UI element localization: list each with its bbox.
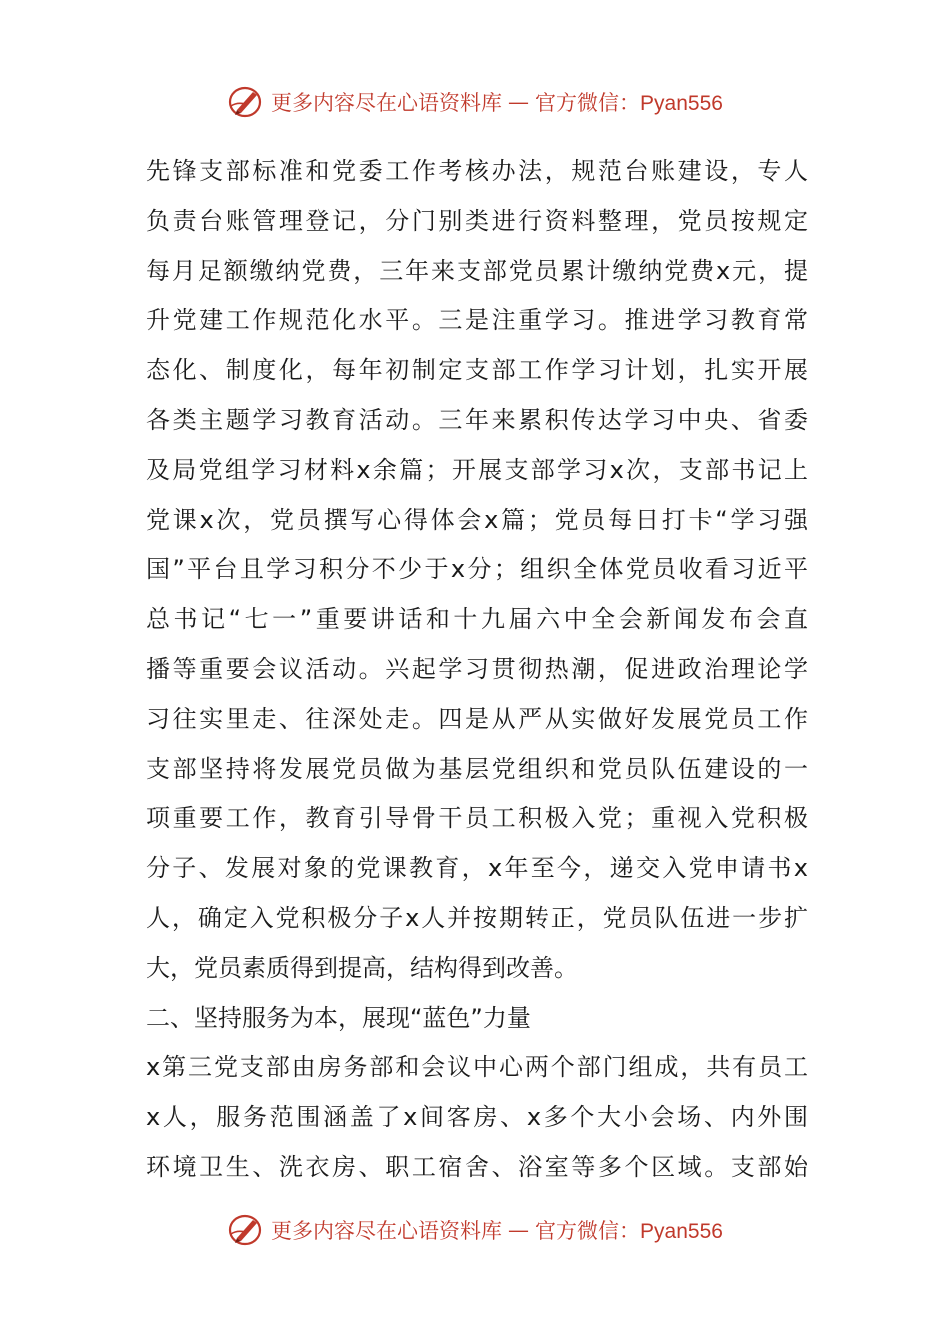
watermark-wechat-text: 官方微信：Pyan556 xyxy=(535,92,723,115)
watermark-dash: — xyxy=(508,1218,530,1242)
body-line: 播等重要会议活动。兴起学习贯彻热潮，促进政治理论学 xyxy=(146,654,808,683)
watermark-banner-top xyxy=(0,82,950,122)
body-line: x人，服务范围涵盖了x间客房、x多个大小会场、内外围 xyxy=(146,1103,808,1132)
body-line: 分子、发展对象的党课教育，x年至今，递交入党申请书x xyxy=(146,854,808,883)
watermark-dash: — xyxy=(508,90,530,114)
document-body xyxy=(146,147,808,1193)
body-line: 习往实里走、往深处走。四是从严从实做好发展党员工作 xyxy=(146,704,808,733)
body-line: 支部坚持将发展党员做为基层党组织和党员队伍建设的一 xyxy=(146,754,808,783)
body-line: 每月足额缴纳党费，三年来支部党员累计缴纳党费x元，提 xyxy=(146,256,808,285)
watermark-site-text: 更多内容尽在心语资料库 xyxy=(271,1219,503,1243)
pen-circle-logo-icon xyxy=(227,1212,265,1248)
body-line: 升党建工作规范化水平。三是注重学习。推进学习教育常 xyxy=(146,306,808,335)
body-line: 大，党员素质得到提高，结构得到改善。 xyxy=(146,953,578,982)
body-line: 环境卫生、洗衣房、职工宿舍、浴室等多个区域。支部始 xyxy=(146,1152,808,1181)
body-line: 党课x次，党员撰写心得体会x篇；党员每日打卡“学习强 xyxy=(146,505,808,534)
body-line: 总书记“七一”重要讲话和十九届六中全会新闻发布会直 xyxy=(146,605,808,634)
pen-circle-logo-icon xyxy=(227,84,265,120)
body-line: 各类主题学习教育活动。三年来累积传达学习中央、省委 xyxy=(146,405,808,434)
body-line: 人，确定入党积极分子x人并按期转正，党员队伍进一步扩 xyxy=(146,903,808,932)
body-line: 项重要工作，教育引导骨干员工积极入党；重视入党积极 xyxy=(146,804,808,833)
body-line: 国”平台且学习积分不少于x分；组织全体党员收看习近平 xyxy=(146,555,808,584)
body-line: x第三党支部由房务部和会议中心两个部门组成，共有员工 xyxy=(146,1053,808,1082)
watermark-wechat-text: 官方微信：Pyan556 xyxy=(535,1220,723,1243)
body-line: 态化、制度化，每年初制定支部工作学习计划，扎实开展 xyxy=(146,356,808,385)
watermark-banner-bottom xyxy=(0,1210,950,1250)
body-line: 负责台账管理登记，分门别类进行资料整理，党员按规定 xyxy=(146,206,808,235)
section-heading: 二、坚持服务为本，展现“蓝色”力量 xyxy=(146,1003,531,1032)
watermark-site-text: 更多内容尽在心语资料库 xyxy=(271,91,503,115)
body-line: 先锋支部标准和党委工作考核办法，规范台账建设，专人 xyxy=(146,157,808,185)
body-line: 及局党组学习材料x余篇；开展支部学习x次，支部书记上 xyxy=(146,455,808,484)
